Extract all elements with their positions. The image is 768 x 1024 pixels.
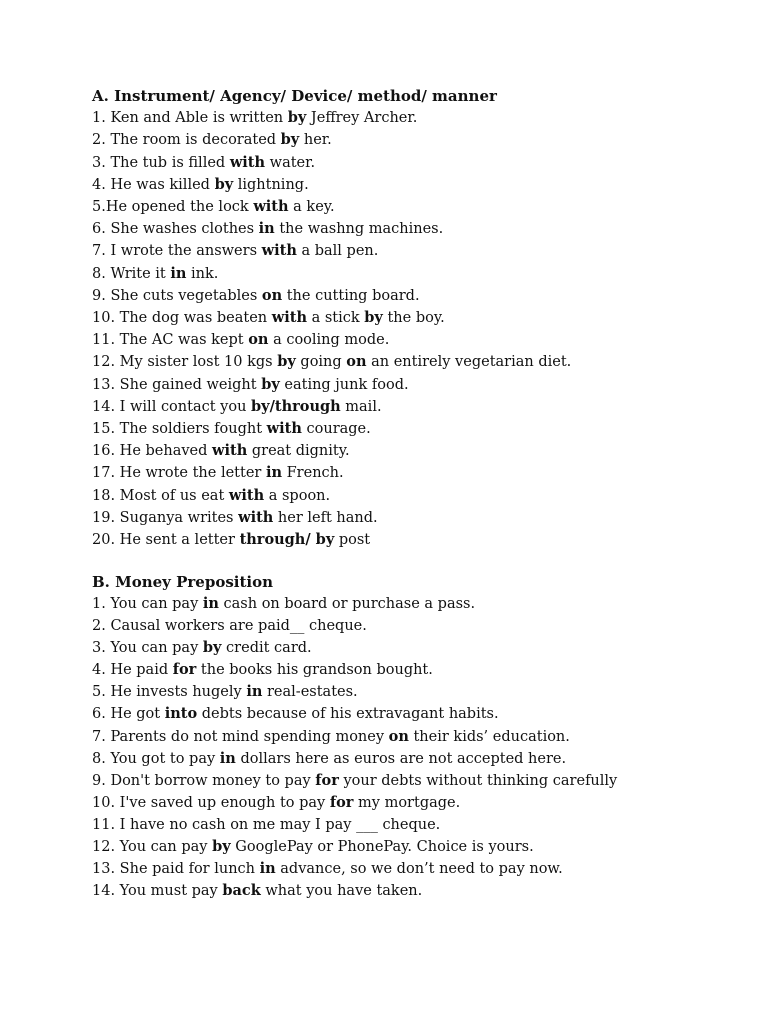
sentence-text: mail. [340, 398, 382, 415]
sentence-text: 13. She gained weight [92, 376, 262, 393]
sentence-text: a cooling mode. [268, 332, 390, 349]
preposition-answer: with [271, 309, 307, 327]
sentence-text: a stick [306, 310, 365, 327]
exercise-sentence [92, 263, 732, 285]
preposition-answer: by [364, 309, 383, 327]
exercise-sentence [92, 396, 732, 418]
preposition-answer: by [277, 353, 296, 371]
preposition-answer: for [315, 772, 339, 790]
exercise-sentence [92, 659, 732, 681]
sentence-text: what you have taken. [260, 883, 423, 900]
section-heading: A. Instrument/ Agency/ Device/ method/ manner [92, 87, 497, 105]
exercise-sentence [92, 770, 732, 792]
exercise-sentence [92, 285, 732, 307]
exercise-sentence [92, 152, 732, 174]
exercise-sentence [92, 529, 732, 551]
exercise-sentence [92, 218, 732, 240]
exercise-sentence [92, 240, 732, 262]
exercise-sentence [92, 748, 732, 770]
sentence-text: courage. [301, 421, 371, 438]
exercise-sentence [92, 836, 732, 858]
sentence-text: 19. Suganya writes [92, 509, 239, 526]
exercise-sentence [92, 507, 732, 529]
exercise-sentence [92, 726, 732, 748]
preposition-answer: with [228, 486, 265, 504]
exercise-sentence [92, 462, 732, 484]
preposition-answer: in [246, 683, 263, 701]
exercise-sentence [92, 485, 732, 507]
sentence-text: lightning. [233, 176, 309, 193]
exercise-sentence [92, 792, 732, 814]
exercise-sentence [92, 616, 732, 637]
sentence-text: 1. Ken and Able is written [92, 110, 288, 127]
sentence-text: a key. [288, 199, 335, 216]
sentence-text: 14. I will contact you [92, 398, 252, 415]
sentence-text: the washng machines. [274, 221, 444, 238]
preposition-answer: in [258, 220, 275, 238]
preposition-answer: in [259, 859, 276, 877]
preposition-answer: by/through [251, 397, 341, 415]
preposition-answer: on [261, 286, 283, 304]
sentence-text: your debts without thinking carefully [338, 773, 618, 790]
sentence-text: 4. He was killed [92, 176, 215, 193]
exercise-sentence [92, 815, 732, 836]
sentence-text: 14. You must pay [92, 883, 223, 900]
sentence-text: 3. The tub is filled [92, 154, 230, 171]
sentence-text: Jeffrey Archer. [306, 110, 418, 127]
exercise-sentence [92, 107, 732, 129]
sentence-text: 3. You can pay [92, 639, 203, 656]
sentence-text: water. [265, 154, 316, 171]
preposition-answer: through/ by [239, 531, 335, 549]
exercise-sentence [92, 307, 732, 329]
sentence-text: 7. Parents do not mind spending money [92, 728, 389, 745]
sentence-text: 11. I have no cash on me may I pay ___ cheque. [92, 816, 441, 833]
sentence-text: the books his grandson bought. [196, 662, 433, 679]
section-money-preposition [92, 572, 732, 902]
exercise-sentence [92, 196, 732, 218]
sentence-text: 5.He opened the lock [92, 199, 254, 216]
sentence-text: an entirely vegetarian diet. [366, 354, 572, 371]
preposition-answer: with [253, 198, 289, 216]
preposition-answer: in [219, 749, 236, 767]
sentence-text: a ball pen. [296, 243, 379, 260]
section-instrument-agency [92, 86, 732, 551]
preposition-answer: on [346, 353, 367, 371]
sentence-text: real-estates. [262, 684, 358, 701]
sentence-text: a spoon. [264, 487, 331, 504]
sentence-text: 10. The dog was beaten [92, 310, 272, 327]
preposition-answer: by [287, 109, 307, 127]
sentence-text: credit card. [221, 639, 312, 656]
sentence-text: cash on board or purchase a pass. [218, 596, 476, 613]
exercise-list [92, 107, 732, 551]
sentence-text: going [295, 354, 347, 371]
sentence-text: 8. You got to pay [92, 750, 220, 767]
sentence-text: 12. My sister lost 10 kgs [92, 354, 278, 371]
preposition-answer: on [248, 331, 269, 349]
exercise-list [92, 593, 732, 902]
sentence-text: French. [282, 465, 344, 482]
sentence-text: 6. She washes clothes [92, 221, 259, 238]
preposition-answer: by [212, 837, 231, 855]
sentence-text: 15. The soldiers fought [92, 421, 267, 438]
sentence-text: her. [299, 132, 332, 149]
sentence-text: eating junk food. [279, 376, 409, 393]
document-page [92, 86, 732, 902]
exercise-sentence [92, 174, 732, 196]
sentence-text: 2. The room is decorated [92, 132, 281, 149]
exercise-sentence [92, 681, 732, 703]
sentence-text: 17. He wrote the letter [92, 465, 266, 482]
sentence-text: their kids’ education. [408, 728, 570, 745]
sentence-text: 18. Most of us eat [92, 487, 229, 504]
sentence-text: my mortgage. [353, 795, 461, 812]
preposition-answer: with [266, 420, 302, 438]
sentence-text: 8. Write it [92, 265, 171, 282]
sentence-text: 20. He sent a letter [92, 532, 240, 549]
sentence-text: ink. [186, 265, 219, 282]
section-heading: B. Money Preposition [92, 573, 274, 592]
preposition-answer: with [261, 242, 297, 260]
preposition-answer: in [265, 464, 283, 482]
exercise-sentence [92, 351, 732, 373]
sentence-text: the boy. [382, 310, 445, 327]
exercise-sentence [92, 418, 732, 440]
sentence-text: great dignity. [247, 443, 350, 460]
exercise-sentence [92, 440, 732, 462]
sentence-text: 11. The AC was kept [92, 332, 249, 349]
sentence-text: 9. She cuts vegetables [92, 287, 262, 304]
sentence-text: 13. She paid for lunch [92, 860, 260, 877]
preposition-answer: back [222, 882, 261, 900]
exercise-sentence [92, 880, 732, 902]
preposition-answer: by [202, 638, 222, 656]
exercise-sentence [92, 637, 732, 659]
exercise-sentence [92, 593, 732, 615]
sentence-text: 2. Causal workers are paid__ cheque. [92, 617, 367, 634]
preposition-answer: into [164, 705, 198, 723]
sentence-text: 12. You can pay [92, 838, 213, 855]
preposition-answer: on [388, 727, 409, 745]
sentence-text: 1. You can pay [92, 596, 203, 613]
preposition-answer: with [212, 442, 248, 460]
exercise-sentence [92, 374, 732, 396]
preposition-answer: with [238, 508, 274, 526]
sentence-text: 6. He got [92, 706, 165, 723]
preposition-answer: in [202, 595, 219, 613]
preposition-answer: in [170, 264, 187, 282]
sentence-text: post [334, 532, 371, 549]
preposition-answer: for [329, 794, 354, 812]
preposition-answer: by [280, 131, 300, 149]
sentence-text: 10. I've saved up enough to pay [92, 795, 330, 812]
sentence-text: 5. He invests hugely [92, 684, 247, 701]
exercise-sentence [92, 703, 732, 725]
sentence-text: 9. Don't borrow money to pay [92, 773, 316, 790]
sentence-text: her left hand. [273, 509, 378, 526]
preposition-answer: by [214, 175, 234, 193]
sentence-text: 16. He behaved [92, 443, 213, 460]
exercise-sentence [92, 858, 732, 880]
sentence-text: GooglePay or PhonePay. Choice is yours. [230, 838, 534, 855]
exercise-sentence [92, 129, 732, 151]
preposition-answer: with [229, 153, 266, 171]
preposition-answer: for [172, 661, 197, 679]
sentence-text: debts because of his extravagant habits. [197, 706, 499, 723]
sentence-text: dollars here as euros are not accepted here. [235, 750, 567, 767]
preposition-answer: by [261, 375, 280, 393]
sentence-text: the cutting board. [282, 287, 420, 304]
sentence-text: 7. I wrote the answers [92, 243, 262, 260]
sentence-text: 4. He paid [92, 662, 173, 679]
sentence-text: advance, so we don’t need to pay now. [275, 860, 563, 877]
exercise-sentence [92, 329, 732, 351]
